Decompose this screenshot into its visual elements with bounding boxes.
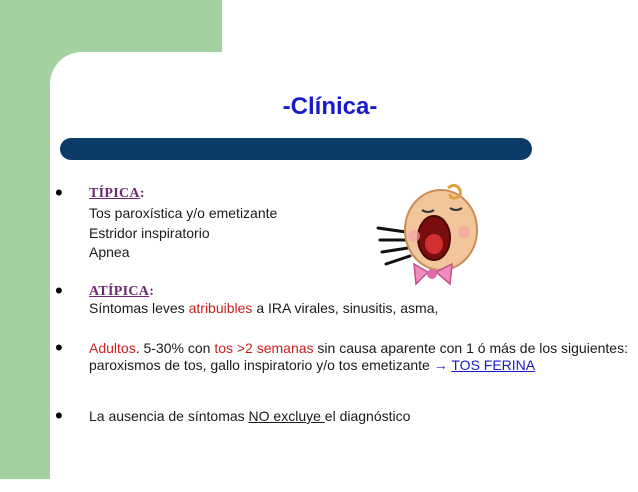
typical-line-3: Apnea bbox=[89, 244, 130, 260]
title-underline-bar bbox=[60, 138, 532, 160]
atypical-text-highlight: atribuibles bbox=[188, 300, 253, 316]
arrow-right-icon: → bbox=[433, 357, 448, 373]
crying-baby-icon bbox=[376, 180, 496, 290]
adults-highlight: tos >2 semanas bbox=[214, 340, 314, 356]
adults-tos-ferina: TOS FERINA bbox=[451, 357, 536, 373]
adults-label: Adultos bbox=[89, 340, 136, 356]
atypical-header-label: ATÍPICA bbox=[89, 284, 150, 299]
adults-text-b: . 5-30% con bbox=[135, 340, 215, 356]
typical-line-2: Estridor inspiratorio bbox=[89, 225, 210, 241]
absence-highlight: NO excluye bbox=[248, 408, 325, 424]
typical-header-label: TÍPICA bbox=[89, 186, 140, 201]
typical-header-suffix: : bbox=[139, 186, 145, 201]
atypical-header-suffix: : bbox=[149, 284, 155, 299]
absence-text-a: La ausencia de síntomas bbox=[89, 408, 249, 424]
atypical-header bbox=[89, 282, 154, 300]
bullet-adults: • bbox=[55, 335, 63, 360]
adults-paragraph bbox=[89, 340, 629, 374]
absence-line bbox=[89, 408, 410, 425]
typical-header bbox=[89, 184, 145, 202]
bullet-absence: • bbox=[55, 403, 63, 428]
bullet-typical: • bbox=[55, 180, 63, 205]
atypical-text-c: a IRA virales, sinusitis, asma, bbox=[252, 300, 439, 316]
absence-text-c: el diagnóstico bbox=[324, 408, 411, 424]
adults-text-d: sin causa aparente con 1 ó más de los siguientes: paroxismos de tos, gallo inspiratorio y/o tos emetizante bbox=[89, 340, 628, 373]
slide-title: -Clínica- bbox=[282, 93, 378, 120]
atypical-text-a: Síntomas leves bbox=[89, 300, 189, 316]
atypical-line bbox=[89, 300, 438, 317]
bullet-atypical: • bbox=[55, 278, 63, 303]
typical-line-1: Tos paroxística y/o emetizante bbox=[89, 205, 278, 221]
